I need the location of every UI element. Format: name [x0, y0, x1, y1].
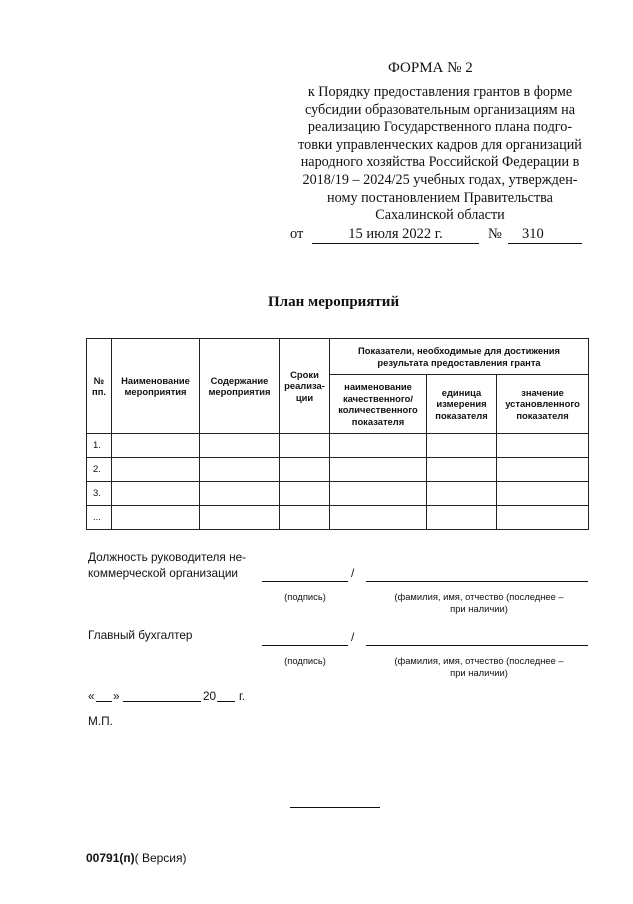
preamble-line: товки управленческих кадров для организаций — [298, 136, 582, 153]
table-cell[interactable] — [112, 458, 200, 482]
table-cell[interactable] — [280, 434, 330, 458]
preamble-line: субсидии образовательным организациям на — [304, 101, 576, 118]
month-line[interactable] — [123, 701, 201, 702]
decree-date-line — [290, 226, 590, 246]
name-caption-line: (фамилия, имя, отчество (последнее – — [394, 591, 564, 602]
signature-caption: (подпись) — [284, 655, 326, 666]
table-cell[interactable] — [427, 506, 497, 530]
row-number: 2. — [87, 458, 112, 482]
table-row — [87, 434, 589, 458]
year-line[interactable] — [217, 701, 235, 702]
separator-line — [290, 807, 380, 808]
accountant-signature-line[interactable] — [262, 645, 348, 646]
preamble-line: к Порядку предоставления грантов в форме — [307, 84, 573, 100]
signing-date — [88, 688, 258, 706]
preamble-line: народного хозяйства Российской Федерации в — [300, 154, 580, 171]
decree-date: 15 июля 2022 г. — [312, 226, 479, 244]
preamble-line: реализацию Государственного плана подго- — [307, 119, 573, 136]
preamble — [275, 84, 605, 225]
head-label-line: коммерческой организации — [88, 566, 239, 580]
year-prefix: 20 — [203, 689, 217, 703]
document-code: 00791(п) — [86, 851, 135, 865]
date-open-quote: « — [88, 689, 95, 703]
name-caption — [372, 655, 586, 679]
table-cell[interactable] — [280, 506, 330, 530]
head-name-line[interactable] — [366, 581, 588, 582]
seal-mark: М.П. — [88, 714, 113, 728]
name-caption-line: при наличии) — [450, 603, 508, 614]
table-cell[interactable] — [280, 458, 330, 482]
table-cell[interactable] — [330, 434, 427, 458]
row-number: 3. — [87, 482, 112, 506]
decree-number: 310 — [522, 226, 544, 242]
preamble-line: Сахалинской области — [375, 207, 505, 224]
table-cell[interactable] — [200, 458, 280, 482]
subcol-indicator-name: наименование качественного/количественного показателя — [330, 375, 427, 434]
table-cell[interactable] — [112, 506, 200, 530]
table-cell[interactable] — [280, 482, 330, 506]
row-number: ... — [87, 506, 112, 530]
col-header-indicators: Показатели, необходимые для достижения результата предоставления гранта — [330, 339, 589, 375]
preamble-line: 2018/19 – 2024/25 учебных годах, утвержден- — [302, 171, 578, 188]
name-caption — [372, 591, 586, 615]
head-signature-line[interactable] — [262, 581, 348, 582]
name-caption-line: (фамилия, имя, отчество (последнее – — [394, 655, 564, 666]
table-row — [87, 506, 589, 530]
row-number: 1. — [87, 434, 112, 458]
table-cell[interactable] — [427, 434, 497, 458]
col-header-terms: Сроки реализа-ции — [280, 339, 330, 434]
col-header-name: Наименование мероприятия — [112, 339, 200, 434]
table-row — [87, 458, 589, 482]
year-suffix: г. — [239, 689, 246, 703]
table-cell[interactable] — [497, 482, 589, 506]
accountant-label: Главный бухгалтер — [88, 628, 193, 642]
decree-number-field — [508, 226, 582, 244]
number-sign: № — [488, 226, 502, 242]
table-cell[interactable] — [330, 506, 427, 530]
accountant-name-line[interactable] — [366, 645, 588, 646]
table-cell[interactable] — [427, 482, 497, 506]
table-cell[interactable] — [427, 458, 497, 482]
table-cell[interactable] — [330, 482, 427, 506]
subcol-indicator-value: значение установленного показателя — [497, 375, 589, 434]
subcol-indicator-unit: единица измерения показателя — [427, 375, 497, 434]
table-cell[interactable] — [330, 458, 427, 482]
plan-title: План мероприятий — [268, 294, 400, 310]
slash: / — [351, 566, 355, 580]
form-title: ФОРМА № 2 — [388, 60, 473, 76]
head-label-line: Должность руководителя не- — [88, 550, 247, 564]
date-close-quote: » — [113, 689, 120, 703]
table-cell[interactable] — [200, 434, 280, 458]
preamble-line: ному постановлением Правительства — [327, 189, 553, 206]
table-cell[interactable] — [200, 506, 280, 530]
document-version: ( Версия) — [134, 851, 187, 865]
slash: / — [351, 630, 355, 644]
table-cell[interactable] — [497, 458, 589, 482]
col-header-number: № пп. — [87, 339, 112, 434]
day-line[interactable] — [96, 701, 112, 702]
table-cell[interactable] — [497, 434, 589, 458]
name-caption-line: при наличии) — [450, 667, 508, 678]
table-cell[interactable] — [112, 434, 200, 458]
head-position-label — [88, 549, 246, 581]
col-header-content: Содержание мероприятия — [200, 339, 280, 434]
date-prefix: от — [290, 226, 304, 242]
table-row — [87, 482, 589, 506]
table-cell[interactable] — [200, 482, 280, 506]
footer-code — [86, 851, 187, 865]
signature-caption: (подпись) — [284, 591, 326, 602]
table-cell[interactable] — [497, 506, 589, 530]
events-table — [86, 338, 589, 530]
table-cell[interactable] — [112, 482, 200, 506]
